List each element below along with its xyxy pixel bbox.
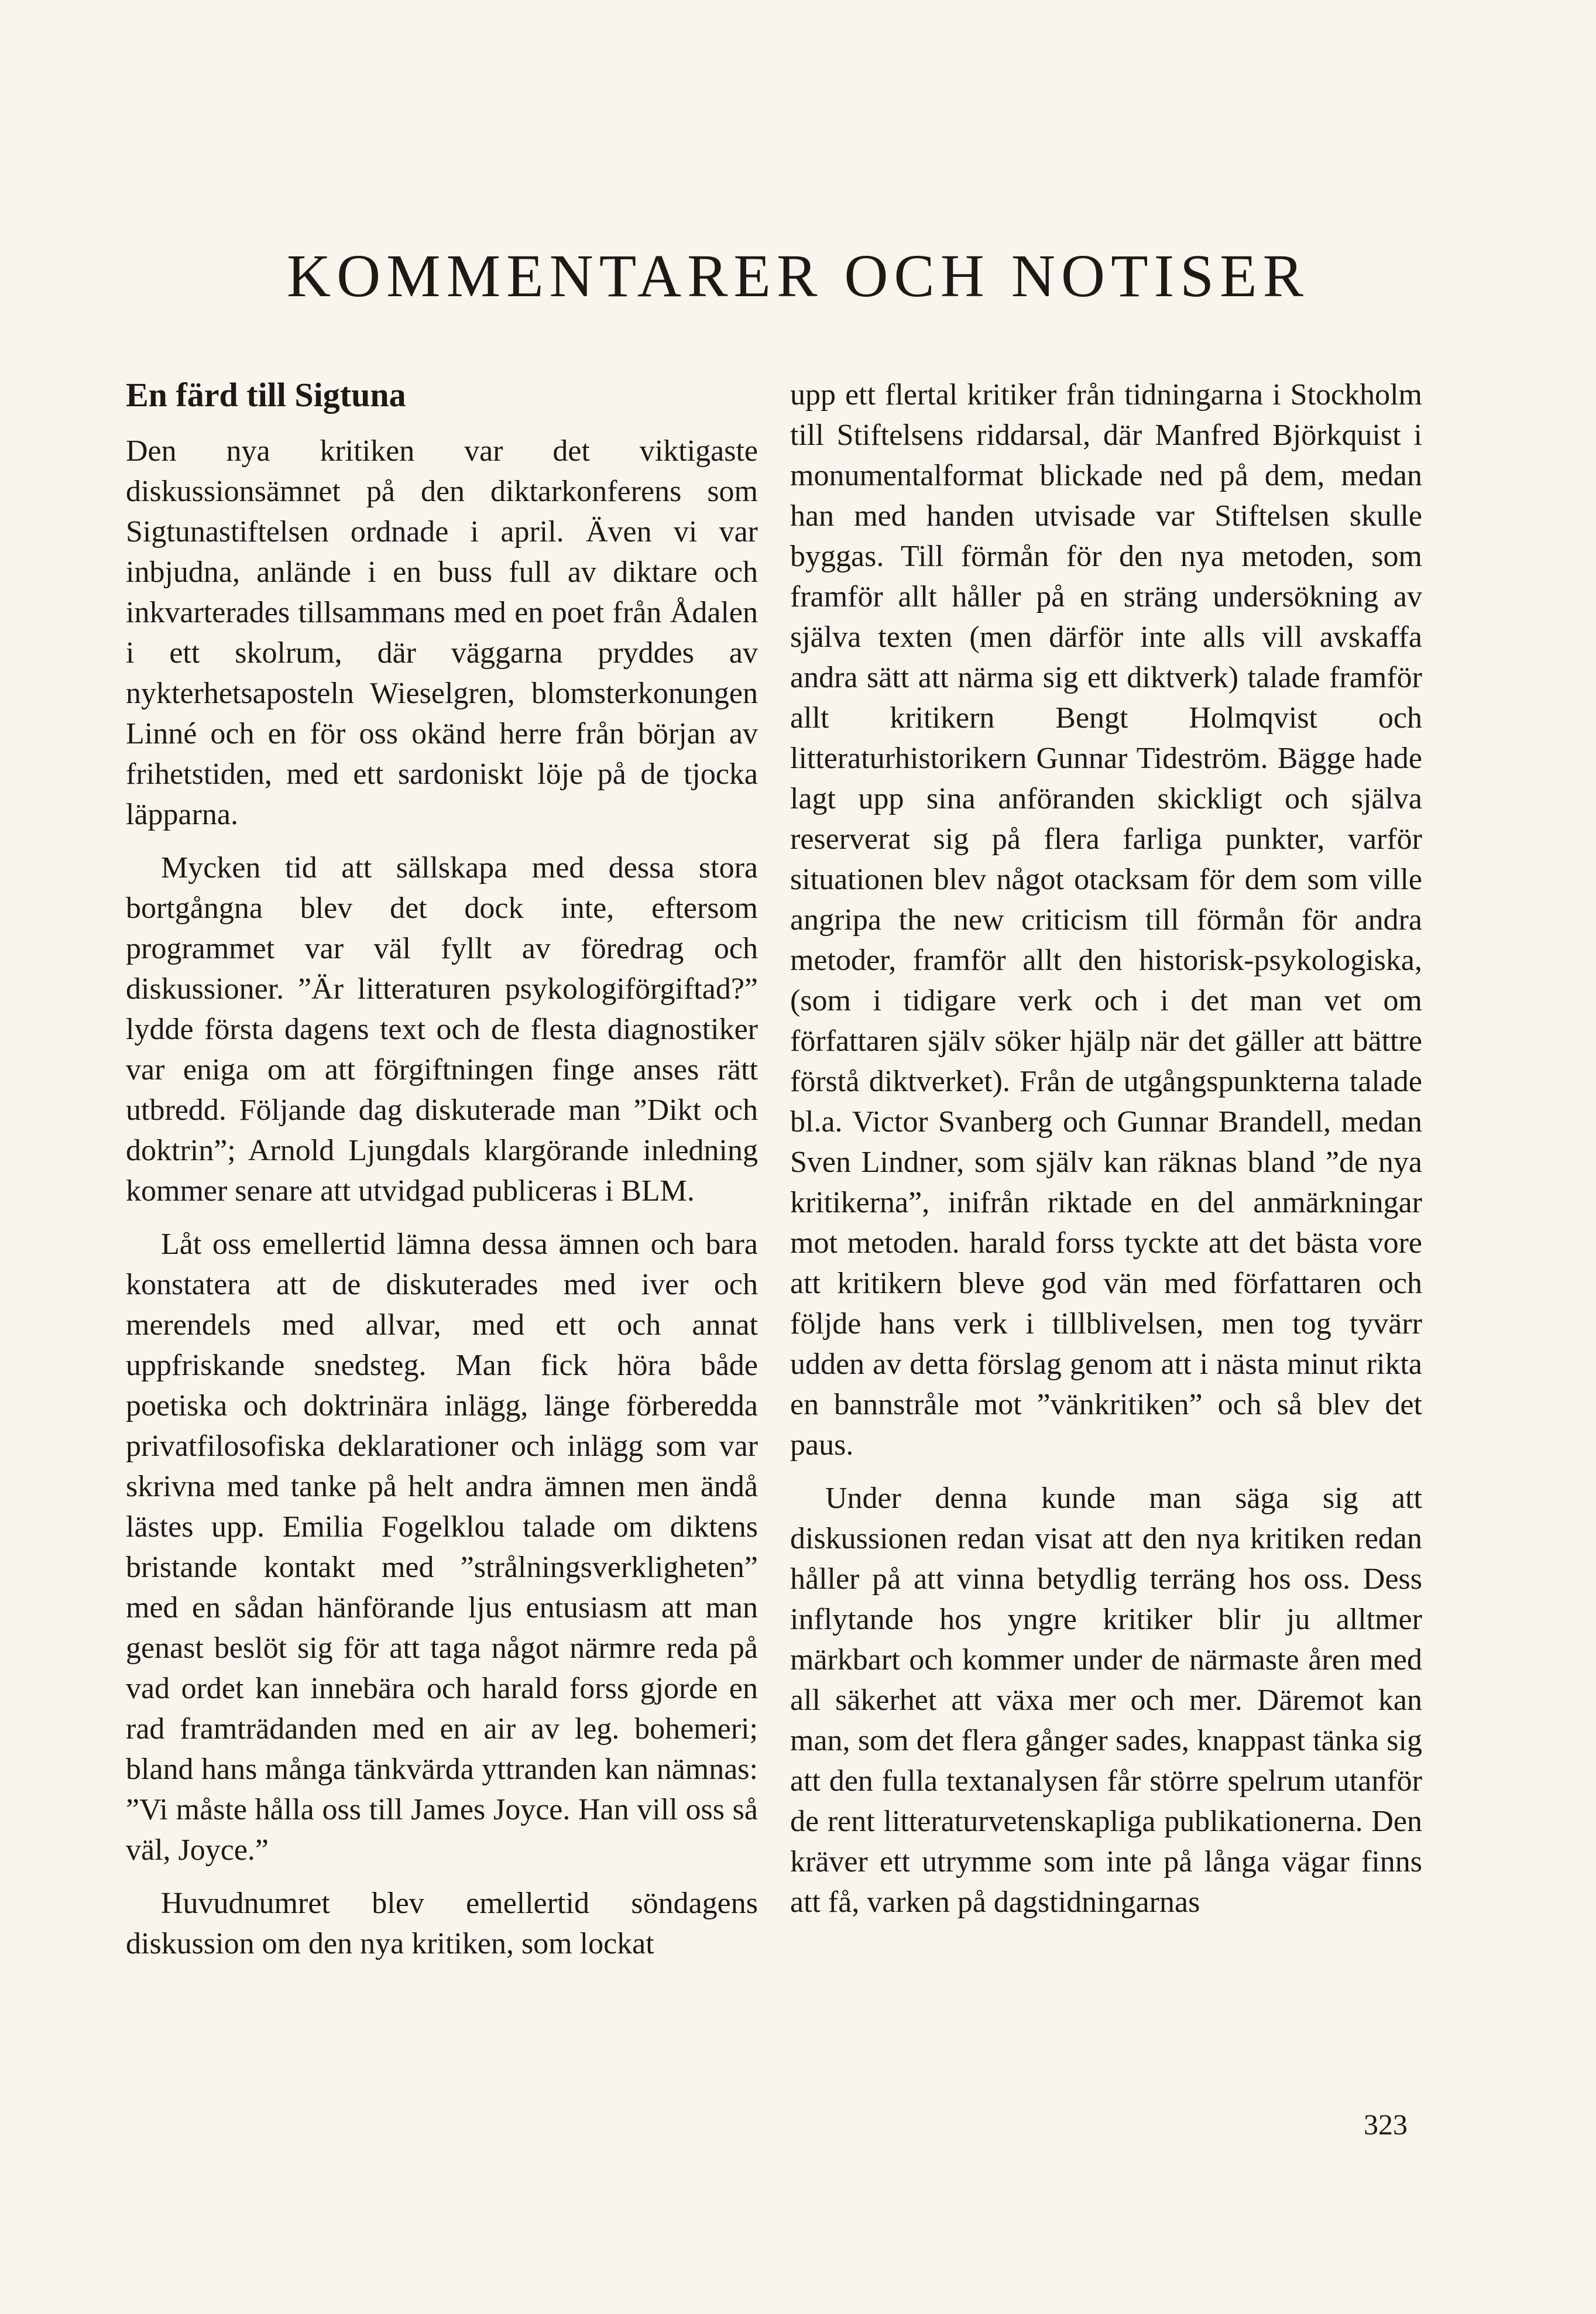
article-heading: En färd till Sigtuna bbox=[126, 376, 406, 414]
paragraph: Låt oss emellertid lämna dessa ämnen och bara konstatera att de diskuterades med iver och merendels med allvar, med ett och annat uppfriskande snedsteg. Man fick höra både poetiska och doktrinära inlägg, länge förberedda privatfilosofiska deklarationer och inlägg som var skrivna med tanke på helt andra ämnen men ändå lästes upp. Emilia Fogelklou talade om diktens bristande kontakt med ”strålningsverkligheten” med en sådan hänförande ljus entusiasm att man genast beslöt sig för att taga något närmre reda på vad ordet kan innebära och harald forss gjorde en rad framträdanden med en air av leg. bohemeri; bland hans många tänkvärda yttranden kan nämnas: ”Vi måste hålla oss till James Joyce. Han vill oss så väl, Joyce.” bbox=[126, 1227, 758, 1867]
left-column bbox=[126, 375, 758, 1977]
right-column bbox=[790, 375, 1422, 1935]
paragraph: Huvudnumret blev emellertid söndagens diskussion om den nya kritiken, som lockat bbox=[126, 1886, 758, 1960]
page-number: 323 bbox=[1364, 2108, 1408, 2141]
paragraph: upp ett flertal kritiker från tidningarna i Stockholm till Stiftelsens riddarsal, där Manfred Björkquist i monumentalformat blickade ned på dem, medan han med handen utvisade var Stiftelsen skulle byggas. Till förmån för den nya metoden, som framför allt håller på en sträng undersökning av själva texten (men därför inte alls vill avskaffa andra sätt att närma sig ett diktverk) talade framför allt kritikern Bengt Holmqvist och litteraturhistorikern Gunnar Tideström. Bägge hade lagt upp sina anföranden skickligt och själva reserverat sig på flera farliga punkter, varför situationen blev något otacksam för dem som ville angripa the new criticism till förmån för andra metoder, framför allt den historisk-psykologiska, (som i tidigare verk och i det man vet om författaren själv söker hjälp när det gäller att bättre förstå diktverket). Från de utgångspunkterna talade bl.a. Victor Svanberg och Gunnar Brandell, medan Sven Lindner, som själv kan räknas bland ”de nya kritikerna”, inifrån riktade en del anmärkningar mot metoden. harald forss tyckte att det bästa vore att kritikern bleve god vän med författaren och följde hans verk i tillblivelsen, men tog tyvärr udden av detta förslag genom att i nästa minut rikta en bannstråle mot ”vänkritiken” och så blev det paus. bbox=[790, 378, 1422, 1462]
paragraph: Under denna kunde man säga sig att diskussionen redan visat att den nya kritiken redan håller på att vinna betydlig terräng hos oss. Dess inflytande hos yngre kritiker blir ju alltmer märkbart och kommer under de närmaste åren med all säkerhet att växa mer och mer. Däremot kan man, som det flera gånger sades, knappast tänka sig att den fulla textanalysen får större spelrum utanför de rent litteraturvetenskapliga publikationerna. Den kräver ett utrymme som inte på långa vägar finns att få, varken på dagstidningarnas bbox=[790, 1482, 1422, 1919]
paragraph: Den nya kritiken var det viktigaste diskussionsämnet på den diktarkonferens som Sigtunastiftelsen ordnade i april. Även vi var inbjudna, anlände i en buss full av diktare och inkvarterades tillsammans med en poet från Ådalen i ett skolrum, där väggarna pryddes av nykterhetsaposteln Wieselgren, blomsterkonungen Linné och en för oss okänd herre från början av frihetstiden, med ett sardoniskt löje på de tjocka läpparna. bbox=[126, 434, 758, 831]
paragraph: Mycken tid att sällskapa med dessa stora bortgångna blev det dock inte, eftersom programmet var väl fyllt av föredrag och diskussioner. ”Är litteraturen psykologiförgiftad?” lydde första dagens text och de flesta diagnostiker var eniga om att förgiftningen finge anses rätt utbredd. Följande dag diskuterade man ”Dikt och doktrin”; Arnold Ljungdals klargörande inledning kommer senare att utvidgad publiceras i BLM. bbox=[126, 851, 758, 1208]
page-title: KOMMENTARER OCH NOTISER bbox=[286, 242, 1310, 310]
